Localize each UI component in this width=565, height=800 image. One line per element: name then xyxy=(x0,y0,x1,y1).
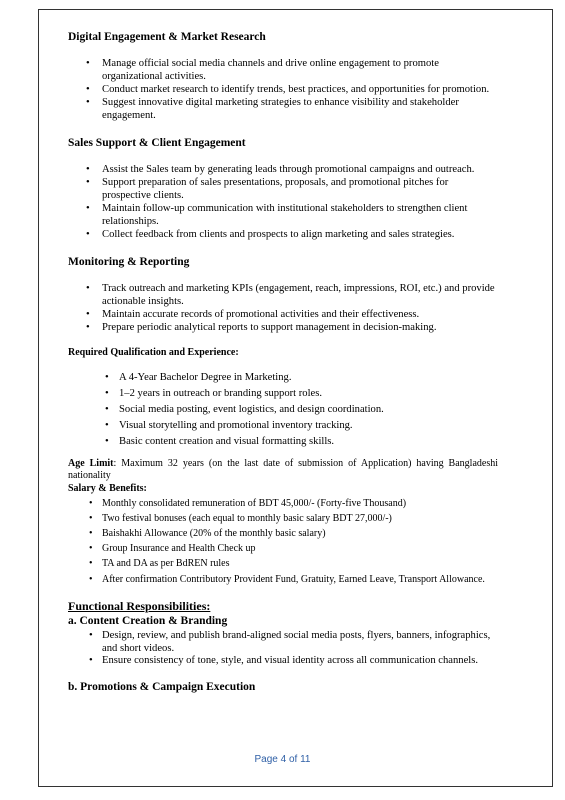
list-item: • After confirmation Contributory Provident Fund, Gratuity, Earned Leave, Transport Allowance. xyxy=(68,573,498,587)
monitoring-list xyxy=(68,282,498,334)
list-item: • Group Insurance and Health Check up xyxy=(68,543,498,555)
qualification-list xyxy=(68,371,498,448)
list-item: • Manage official social media channels and drive online engagement to promote organizational activities. xyxy=(68,57,498,83)
age-limit-text: : Maximum 32 years (on the last date of submission of Application) having Bangladeshi nationality xyxy=(68,458,498,481)
list-item: • Maintain accurate records of promotional activities and their effectiveness. xyxy=(68,308,498,321)
section-heading-salary: Salary & Benefits: xyxy=(68,483,147,494)
section-heading-digital: Digital Engagement & Market Research xyxy=(68,31,266,43)
list-item: • Basic content creation and visual formatting skills. xyxy=(68,435,498,448)
list-item: • Track outreach and marketing KPIs (engagement, reach, impressions, ROI, etc.) and provide actionable insights. xyxy=(68,282,498,308)
document-body xyxy=(68,30,498,694)
section-salary xyxy=(68,482,498,587)
list-item: • Monthly consolidated remuneration of BDT 45,000/- (Forty-five Thousand) xyxy=(68,498,498,510)
section-heading-sales: Sales Support & Client Engagement xyxy=(68,137,246,149)
section-qualification xyxy=(68,346,498,448)
list-item: • 1–2 years in outreach or branding support roles. xyxy=(68,387,498,400)
list-item: • A 4-Year Bachelor Degree in Marketing. xyxy=(68,371,498,384)
list-item: • Visual storytelling and promotional inventory tracking. xyxy=(68,419,498,432)
list-item: • TA and DA as per BdREN rules xyxy=(68,558,498,570)
subsection-heading-content: a. Content Creation & Branding xyxy=(68,615,228,627)
section-heading-functional: Functional Responsibilities: xyxy=(68,599,211,613)
section-functional xyxy=(68,599,498,694)
age-limit xyxy=(68,458,498,482)
list-item: • Support preparation of sales presentations, proposals, and promotional pitches for prospective clients. xyxy=(68,176,498,202)
list-item: • Design, review, and publish brand-aligned social media posts, flyers, banners, infographics, and short videos. xyxy=(68,630,498,655)
age-limit-label: Age Limit xyxy=(68,458,114,469)
list-item: • Collect feedback from clients and prospects to align marketing and sales strategies. xyxy=(68,228,498,241)
section-sales-support xyxy=(68,136,498,241)
list-item: • Ensure consistency of tone, style, and visual identity across all communication channels. xyxy=(68,655,498,668)
digital-list xyxy=(68,57,498,122)
list-item: • Maintain follow-up communication with institutional stakeholders to strengthen client relationships. xyxy=(68,202,498,228)
subsection-heading-promotions: b. Promotions & Campaign Execution xyxy=(68,680,256,693)
sales-list xyxy=(68,163,498,241)
page-number: Page 4 of 11 xyxy=(254,754,311,765)
content-creation-list xyxy=(68,630,498,668)
section-monitoring xyxy=(68,255,498,334)
section-heading-qualification: Required Qualification and Experience: xyxy=(68,347,239,358)
list-item: • Prepare periodic analytical reports to support management in decision-making. xyxy=(68,321,498,334)
list-item: • Two festival bonuses (each equal to monthly basic salary BDT 27,000/-) xyxy=(68,513,498,525)
list-item: • Suggest innovative digital marketing strategies to enhance visibility and stakeholder engagement. xyxy=(68,96,498,122)
section-heading-monitoring: Monitoring & Reporting xyxy=(68,256,190,268)
list-item: • Baishakhi Allowance (20% of the monthly basic salary) xyxy=(68,528,498,540)
list-item: • Social media posting, event logistics, and design coordination. xyxy=(68,403,498,416)
section-digital-engagement xyxy=(68,30,498,122)
list-item: • Conduct market research to identify trends, best practices, and opportunities for promotion. xyxy=(68,83,498,96)
list-item: • Assist the Sales team by generating leads through promotional campaigns and outreach. xyxy=(68,163,498,176)
salary-list xyxy=(68,498,498,587)
